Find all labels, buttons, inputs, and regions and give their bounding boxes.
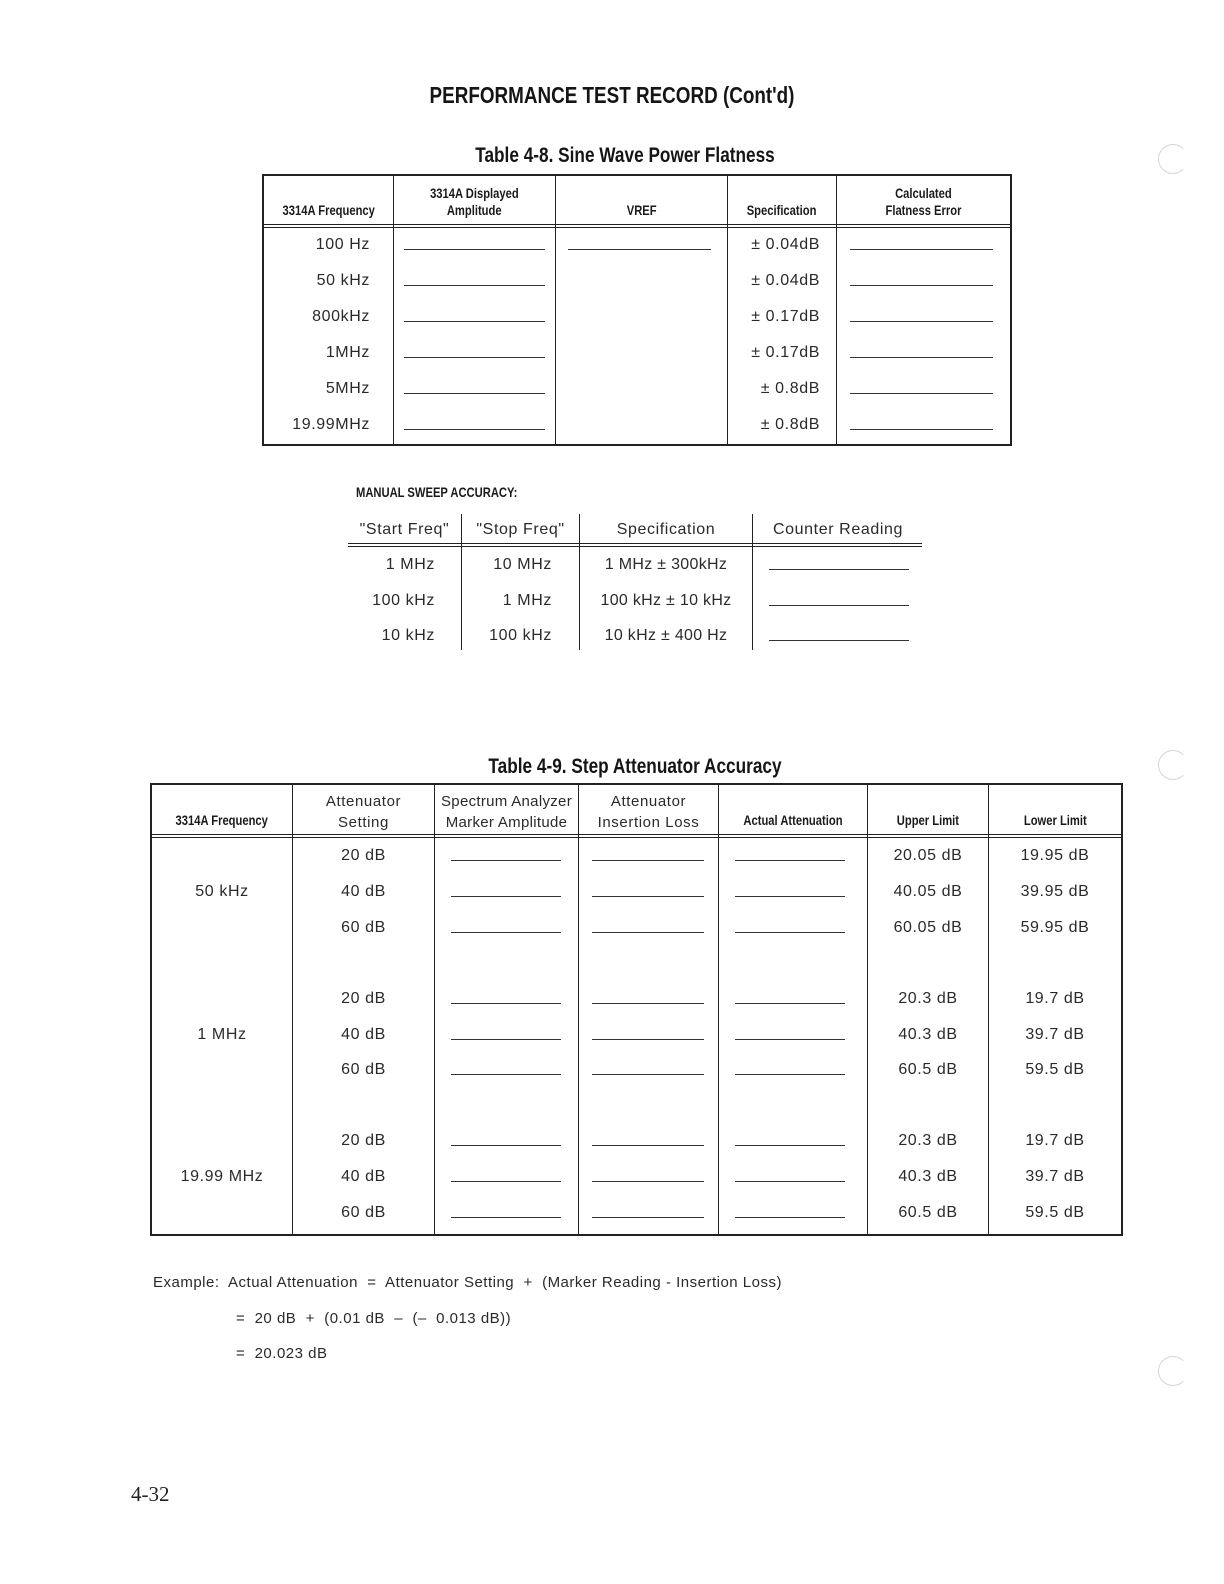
sweep-row-stop: 100 kHz — [489, 627, 552, 644]
lower-limit: 39.95 dB — [1020, 883, 1090, 900]
table-row-spec: ± 0.17dB — [751, 344, 820, 361]
insertion-loss-blank[interactable] — [592, 896, 704, 897]
group-frequency: 50 kHz — [195, 883, 249, 900]
page-title: PERFORMANCE TEST RECORD (Cont'd) — [429, 82, 795, 108]
header-marker-amplitude-line2: Marker Amplitude — [445, 814, 568, 831]
counter-reading-blank[interactable] — [769, 569, 909, 570]
table-row-freq: 1MHz — [325, 344, 370, 361]
header-marker-amplitude-line1: Spectrum Analyzer — [441, 793, 572, 810]
flatness-error-entry-blank[interactable] — [850, 393, 993, 394]
sweep-row-start: 100 kHz — [372, 592, 435, 609]
counter-reading-blank[interactable] — [769, 605, 909, 606]
marker-amplitude-blank[interactable] — [451, 860, 561, 861]
header-att-frequency: 3314A Frequency — [175, 812, 269, 828]
table-row-spec: ± 0.8dB — [760, 380, 820, 397]
header-actual-attenuation: Actual Attenuation — [743, 812, 843, 828]
sweep-row-stop: 10 MHz — [493, 556, 552, 573]
sweep-row-stop: 1 MHz — [502, 592, 552, 609]
sweep-section-title: MANUAL SWEEP ACCURACY: — [356, 484, 518, 500]
group-frequency: 19.99 MHz — [180, 1168, 264, 1185]
flatness-error-entry-blank[interactable] — [850, 357, 993, 358]
lower-limit: 39.7 dB — [1025, 1026, 1085, 1043]
amplitude-entry-blank[interactable] — [404, 285, 545, 286]
upper-limit: 60.5 dB — [898, 1061, 958, 1078]
table-row-spec: ± 0.04dB — [751, 236, 820, 253]
amplitude-entry-blank[interactable] — [404, 429, 545, 430]
table-row-freq: 19.99MHz — [292, 416, 370, 433]
upper-limit: 60.05 dB — [893, 919, 963, 936]
upper-limit: 40.3 dB — [898, 1026, 958, 1043]
sweep-row-spec: 10 kHz ± 400 Hz — [604, 627, 728, 644]
binder-hole-mark — [1158, 750, 1188, 780]
attenuator-setting: 20 dB — [341, 847, 386, 864]
header-sweep-specification: Specification — [616, 521, 716, 538]
amplitude-entry-blank[interactable] — [404, 249, 545, 250]
table-row-freq: 100 Hz — [315, 236, 370, 253]
attenuator-setting: 20 dB — [341, 990, 386, 1007]
sweep-row-start: 10 kHz — [381, 627, 435, 644]
actual-attenuation-blank[interactable] — [735, 860, 845, 861]
actual-attenuation-blank[interactable] — [735, 1003, 845, 1004]
page-number: 4-32 — [131, 1482, 170, 1506]
lower-limit: 59.5 dB — [1025, 1061, 1085, 1078]
sweep-row-spec: 1 MHz ± 300kHz — [604, 556, 728, 573]
table-4-8-title: Table 4-8. Sine Wave Power Flatness — [475, 144, 775, 167]
insertion-loss-blank[interactable] — [592, 860, 704, 861]
binder-hole-mark — [1158, 1356, 1188, 1386]
header-counter-reading: Counter Reading — [773, 521, 903, 538]
header-lower-limit: Lower Limit — [1023, 812, 1087, 828]
insertion-loss-blank[interactable] — [592, 1003, 704, 1004]
actual-attenuation-blank[interactable] — [735, 1039, 845, 1040]
header-insertion-loss-line1: Attenuator — [610, 793, 687, 810]
header-flatness-error-line2: Flatness Error — [885, 202, 962, 218]
header-specification: Specification — [747, 202, 817, 218]
insertion-loss-blank[interactable] — [592, 1181, 704, 1182]
insertion-loss-blank[interactable] — [592, 1074, 704, 1075]
marker-amplitude-blank[interactable] — [451, 1217, 561, 1218]
header-displayed-amplitude-line2: Amplitude — [447, 202, 502, 218]
marker-amplitude-blank[interactable] — [451, 1003, 561, 1004]
marker-amplitude-blank[interactable] — [451, 1039, 561, 1040]
amplitude-entry-blank[interactable] — [404, 321, 545, 322]
header-stop-freq: "Stop Freq" — [476, 521, 565, 538]
flatness-error-entry-blank[interactable] — [850, 321, 993, 322]
actual-attenuation-blank[interactable] — [735, 1217, 845, 1218]
counter-reading-blank[interactable] — [769, 640, 909, 641]
upper-limit: 20.05 dB — [893, 847, 963, 864]
vref-entry-blank[interactable] — [568, 249, 711, 250]
sweep-row-spec: 100 kHz ± 10 kHz — [600, 592, 732, 609]
insertion-loss-blank[interactable] — [592, 1039, 704, 1040]
flatness-error-entry-blank[interactable] — [850, 429, 993, 430]
attenuator-setting: 20 dB — [341, 1132, 386, 1149]
header-insertion-loss-line2: Insertion Loss — [597, 814, 700, 831]
table-row-freq: 5MHz — [325, 380, 370, 397]
attenuator-setting: 60 dB — [341, 919, 386, 936]
attenuator-setting: 40 dB — [341, 883, 386, 900]
header-3314a-frequency: 3314A Frequency — [282, 202, 375, 218]
table-row-spec: ± 0.17dB — [751, 308, 820, 325]
marker-amplitude-blank[interactable] — [451, 932, 561, 933]
header-upper-limit: Upper Limit — [896, 812, 960, 828]
lower-limit: 19.95 dB — [1020, 847, 1090, 864]
attenuator-setting: 40 dB — [341, 1026, 386, 1043]
amplitude-entry-blank[interactable] — [404, 357, 545, 358]
example-line-1: Example: Actual Attenuation = Attenuator Setting + (Marker Reading - Insertion Loss) — [153, 1274, 782, 1291]
table-row-freq: 800kHz — [312, 308, 370, 325]
group-frequency: 1 MHz — [197, 1026, 247, 1043]
attenuator-setting: 60 dB — [341, 1204, 386, 1221]
lower-limit: 59.95 dB — [1020, 919, 1090, 936]
table-row-spec: ± 0.04dB — [751, 272, 820, 289]
binder-hole-mark — [1158, 144, 1188, 174]
marker-amplitude-blank[interactable] — [451, 1074, 561, 1075]
insertion-loss-blank[interactable] — [592, 1145, 704, 1146]
attenuator-setting: 60 dB — [341, 1061, 386, 1078]
table-4-9 — [150, 783, 1123, 1236]
example-line-2: = 20 dB + (0.01 dB – (– 0.013 dB)) — [236, 1310, 512, 1327]
header-displayed-amplitude-line1: 3314A Displayed — [430, 185, 519, 201]
actual-attenuation-blank[interactable] — [735, 932, 845, 933]
table-4-9-title: Table 4-9. Step Attenuator Accuracy — [488, 755, 782, 778]
table-row-freq: 50 kHz — [316, 272, 370, 289]
amplitude-entry-blank[interactable] — [404, 393, 545, 394]
attenuator-setting: 40 dB — [341, 1168, 386, 1185]
header-attenuator-setting-line1: Attenuator — [325, 793, 402, 810]
upper-limit: 20.3 dB — [898, 1132, 958, 1149]
flatness-error-entry-blank[interactable] — [850, 285, 993, 286]
header-flatness-error-line1: Calculated — [895, 185, 952, 201]
upper-limit: 40.3 dB — [898, 1168, 958, 1185]
example-line-3: = 20.023 dB — [236, 1345, 328, 1362]
actual-attenuation-blank[interactable] — [735, 1145, 845, 1146]
upper-limit: 60.5 dB — [898, 1204, 958, 1221]
sweep-table — [348, 512, 922, 652]
marker-amplitude-blank[interactable] — [451, 1145, 561, 1146]
flatness-error-entry-blank[interactable] — [850, 249, 993, 250]
actual-attenuation-blank[interactable] — [735, 1181, 845, 1182]
lower-limit: 59.5 dB — [1025, 1204, 1085, 1221]
lower-limit: 39.7 dB — [1025, 1168, 1085, 1185]
actual-attenuation-blank[interactable] — [735, 1074, 845, 1075]
lower-limit: 19.7 dB — [1025, 1132, 1085, 1149]
upper-limit: 40.05 dB — [893, 883, 963, 900]
insertion-loss-blank[interactable] — [592, 1217, 704, 1218]
insertion-loss-blank[interactable] — [592, 932, 704, 933]
header-start-freq: "Start Freq" — [359, 521, 450, 538]
header-vref: VREF — [626, 202, 657, 218]
actual-attenuation-blank[interactable] — [735, 896, 845, 897]
sweep-row-start: 1 MHz — [385, 556, 435, 573]
marker-amplitude-blank[interactable] — [451, 896, 561, 897]
marker-amplitude-blank[interactable] — [451, 1181, 561, 1182]
header-attenuator-setting-line2: Setting — [338, 814, 389, 831]
upper-limit: 20.3 dB — [898, 990, 958, 1007]
table-row-spec: ± 0.8dB — [760, 416, 820, 433]
lower-limit: 19.7 dB — [1025, 990, 1085, 1007]
table-4-8 — [262, 174, 1012, 446]
